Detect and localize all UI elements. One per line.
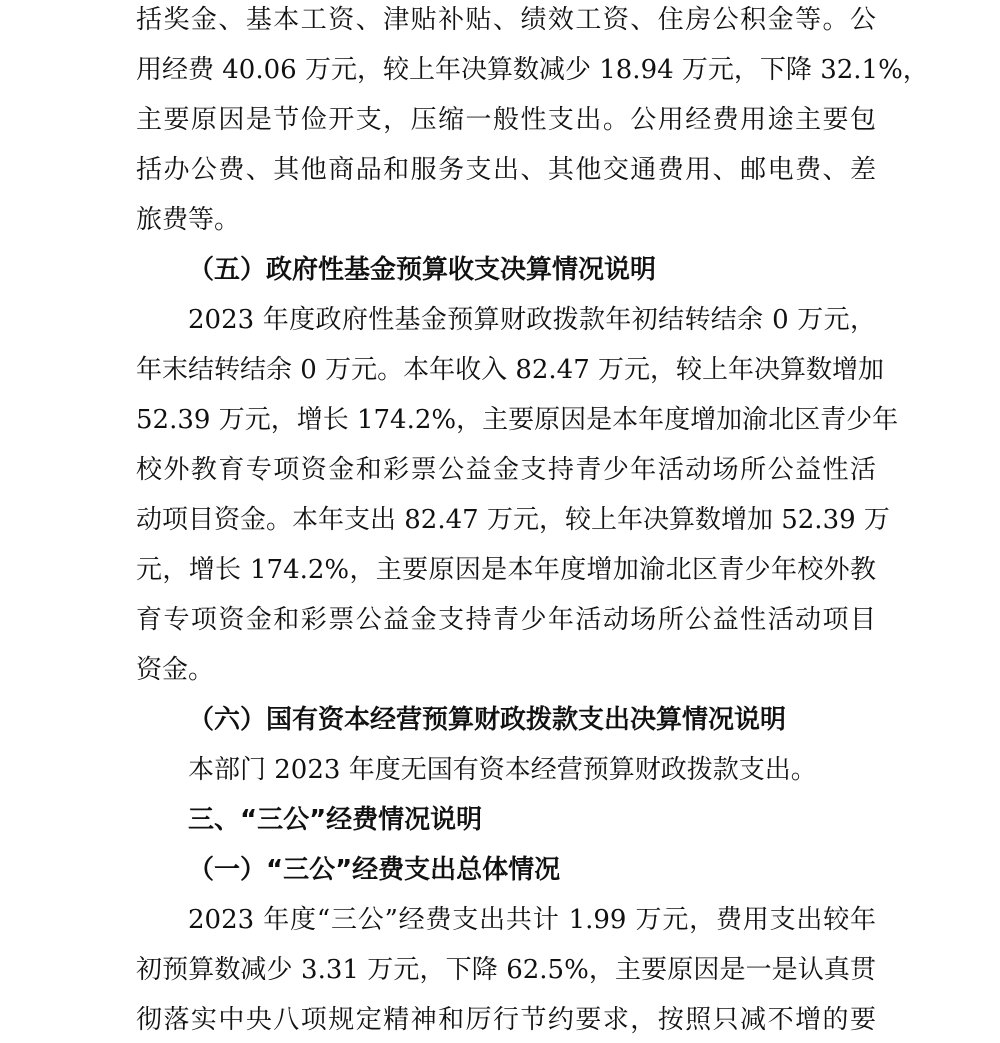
section-heading-3-1: （一）“三公”经费支出总体情况 (188, 855, 561, 885)
section-heading-5: （五）政府性基金预算收支决算情况说明 (188, 255, 657, 285)
paragraph-line: 育专项资金和彩票公益金支持青少年活动场所公益性活动项目 (136, 605, 876, 635)
paragraph-line: 2023 年度政府性基金预算财政拨款年初结转结余 0 万元， (188, 305, 876, 335)
paragraph-line: 主要原因是节俭开支，压缩一般性支出。公用经费用途主要包 (136, 105, 876, 135)
paragraph-line: 动项目资金。本年支出 82.47 万元，较上年决算数增加 52.39 万 (136, 505, 890, 535)
paragraph-line: 资金。 (136, 655, 215, 685)
paragraph-line: 旅费等。 (136, 205, 241, 235)
chapter-heading-3: 三、“三公”经费情况说明 (188, 805, 483, 835)
paragraph-line: 本部门 2023 年度无国有资本经营预算财政拨款支出。 (188, 755, 817, 785)
paragraph-line: 元，增长 174.2%，主要原因是本年度增加渝北区青少年校外教 (136, 555, 876, 585)
paragraph-line: 年末结转结余 0 万元。本年收入 82.47 万元，较上年决算数增加 (136, 355, 885, 385)
paragraph-line: 彻落实中央八项规定精神和厉行节约要求，按照只减不增的要 (136, 1005, 876, 1035)
paragraph-line: 括办公费、其他商品和服务支出、其他交通费用、邮电费、差 (136, 155, 876, 185)
paragraph-line: 校外教育专项资金和彩票公益金支持青少年活动场所公益性活 (136, 455, 876, 485)
paragraph-line: 初预算数减少 3.31 万元，下降 62.5%，主要原因是一是认真贯 (136, 955, 876, 985)
paragraph-line: 52.39 万元，增长 174.2%，主要原因是本年度增加渝北区青少年 (136, 405, 899, 435)
paragraph-line: 用经费 40.06 万元，较上年决算数减少 18.94 万元，下降 32.1%， (136, 55, 929, 85)
paragraph-line: 括奖金、基本工资、津贴补贴、绩效工资、住房公积金等。公 (136, 5, 876, 35)
paragraph-line: 2023 年度“三公”经费支出共计 1.99 万元，费用支出较年 (188, 905, 876, 935)
section-heading-6: （六）国有资本经营预算财政拨款支出决算情况说明 (188, 705, 787, 735)
